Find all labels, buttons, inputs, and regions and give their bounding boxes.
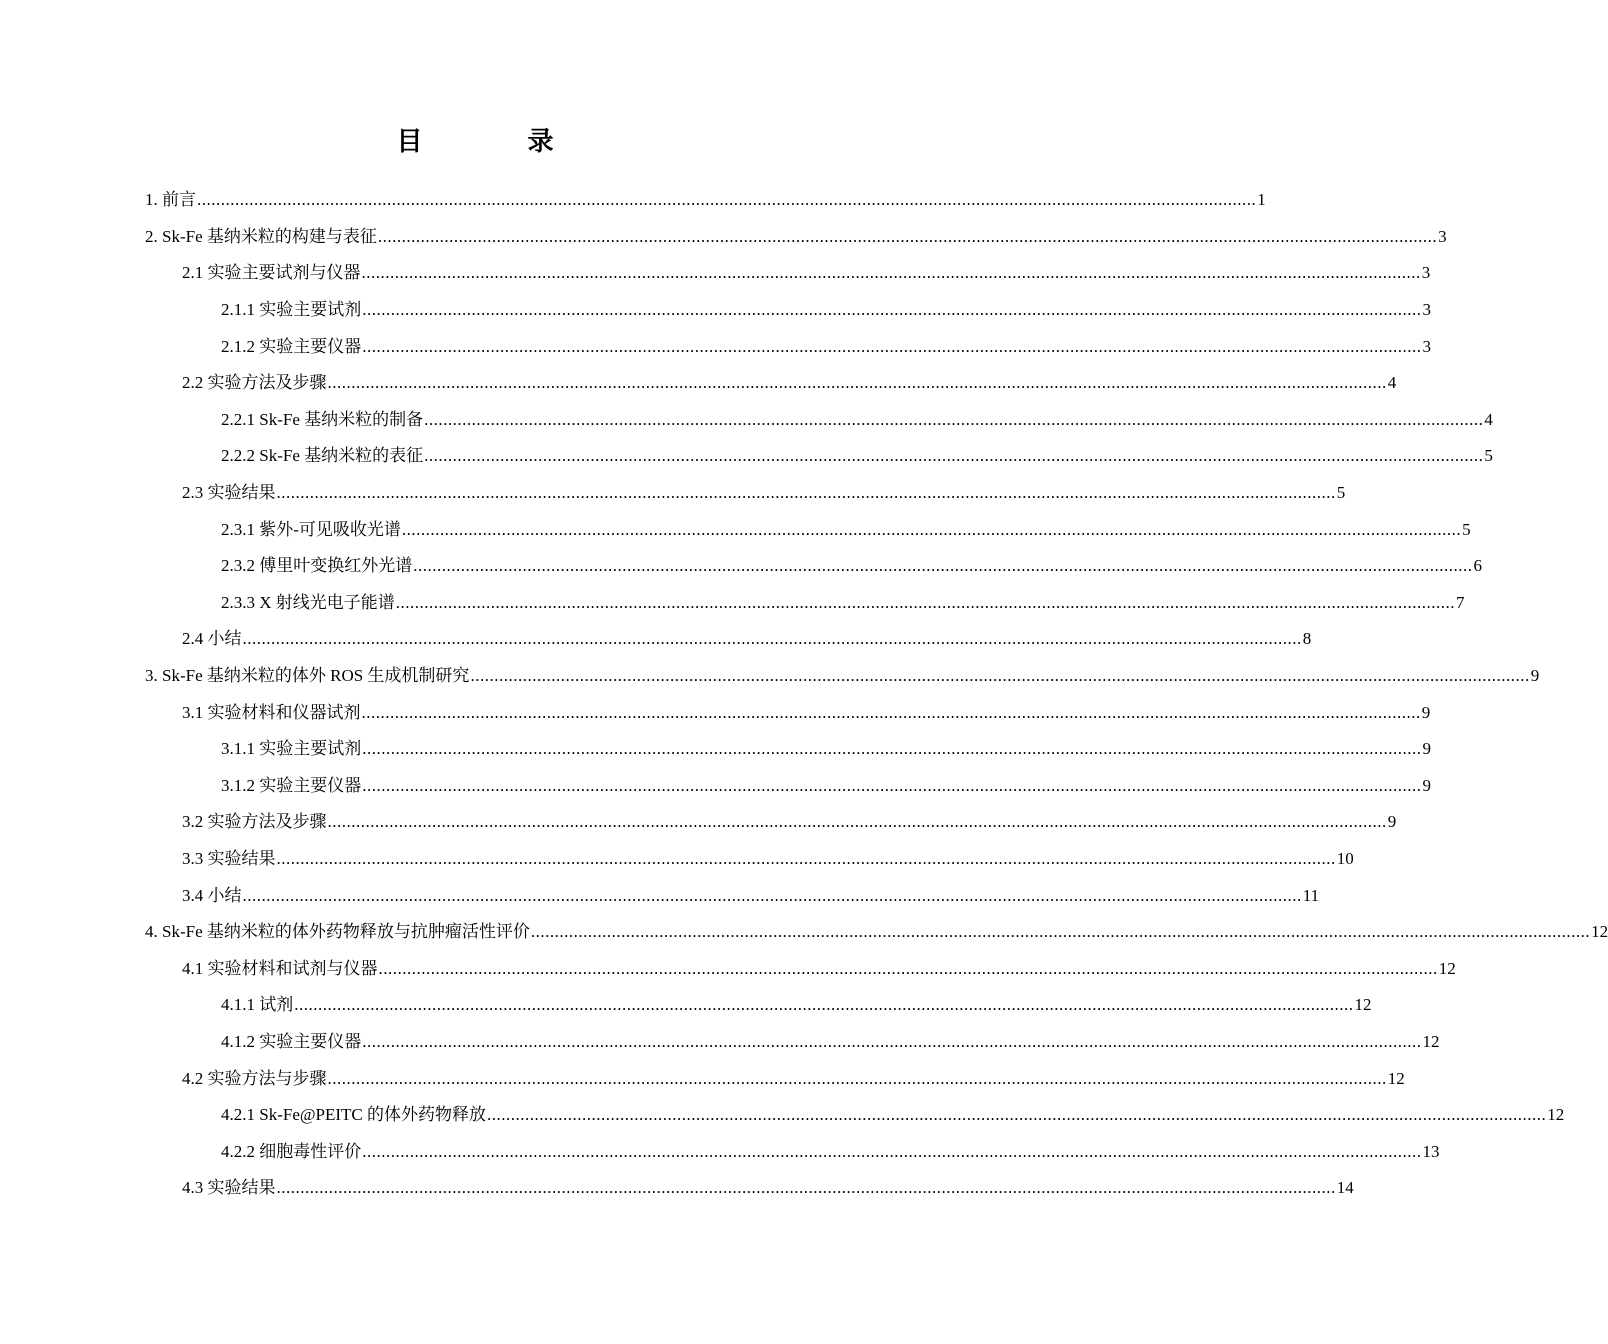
toc-entry[interactable] <box>0 365 1397 402</box>
toc-entry-text: 2.3.1 紫外-可见吸收光谱 <box>221 519 401 539</box>
toc-page-number: 4 <box>1387 373 1397 393</box>
toc-entry-text: 3.3 实验结果 <box>182 848 276 868</box>
toc-page-number: 12 <box>1547 1105 1565 1125</box>
toc-entry[interactable] <box>0 219 1447 256</box>
toc-entry-text: 1. 前言 <box>145 190 196 210</box>
toc-page-number: 9 <box>1422 775 1431 795</box>
toc-entry[interactable] <box>0 950 1456 987</box>
toc-entry[interactable] <box>0 768 1431 805</box>
toc-entry[interactable] <box>0 914 1608 951</box>
toc-dot-leader: ............................................................................................................................................................................................................................... <box>378 958 1438 978</box>
toc-entry[interactable] <box>0 1097 1565 1134</box>
toc-entry-text: 3.1.1 实验主要试剂 <box>221 739 362 759</box>
toc-entry[interactable] <box>0 804 1397 841</box>
toc-dot-leader: ............................................................................................................................................................................................................................... <box>424 446 1484 466</box>
toc-entry[interactable] <box>0 292 1431 329</box>
toc-dot-leader: ............................................................................................................................................................................................................................... <box>401 519 1462 539</box>
toc-entry[interactable] <box>0 255 1431 292</box>
toc-entry-text: 3.2 实验方法及步骤 <box>182 812 327 832</box>
toc-entry[interactable] <box>0 438 1493 475</box>
toc-entry[interactable] <box>0 475 1346 512</box>
toc-entry-text: 3.1.2 实验主要仪器 <box>221 775 362 795</box>
toc-entry-text: 4.1.1 试剂 <box>221 995 294 1015</box>
toc-entry-text: 3. Sk-Fe 基纳米粒的体外 ROS 生成机制研究 <box>145 666 470 686</box>
toc-page-number: 7 <box>1456 592 1465 612</box>
toc-dot-leader: ............................................................................................................................................................................................................................... <box>242 629 1302 649</box>
toc-dot-leader: ............................................................................................................................................................................................................................... <box>413 556 1473 576</box>
toc-page-number: 9 <box>1422 739 1431 759</box>
toc-entry-text: 3.4 小结 <box>182 885 242 905</box>
toc-entry[interactable] <box>0 511 1471 548</box>
toc-entry[interactable] <box>0 731 1431 768</box>
toc-entry[interactable] <box>0 658 1540 695</box>
toc-entry[interactable] <box>0 987 1372 1024</box>
toc-page-number: 3 <box>1422 336 1431 356</box>
toc-entry-text: 4. Sk-Fe 基纳米粒的体外药物释放与抗肿瘤活性评价 <box>145 922 530 942</box>
toc-page-number: 5 <box>1336 483 1346 503</box>
toc-entry[interactable] <box>0 585 1465 622</box>
toc-entry-text: 4.1.2 实验主要仪器 <box>221 1031 362 1051</box>
toc-dot-leader: ............................................................................................................................................................................................................................... <box>327 373 1387 393</box>
toc-page-number: 14 <box>1336 1178 1354 1198</box>
toc-page-number: 11 <box>1302 885 1320 905</box>
toc-entry[interactable] <box>0 1170 1354 1207</box>
toc-dot-leader: ............................................................................................................................................................................................................................... <box>530 922 1591 942</box>
toc-page-number: 13 <box>1422 1141 1440 1161</box>
toc-page-number: 4 <box>1484 409 1493 429</box>
toc-page-number: 9 <box>1530 666 1540 686</box>
toc-page-number: 1 <box>1257 190 1266 210</box>
toc-dot-leader: ............................................................................................................................................................................................................................... <box>361 702 1421 722</box>
toc-entry-text: 2.2.2 Sk-Fe 基纳米粒的表征 <box>221 446 424 466</box>
toc-entry[interactable] <box>0 877 1320 914</box>
toc-dot-leader: ............................................................................................................................................................................................................................... <box>362 1031 1422 1051</box>
toc-page-number: 6 <box>1473 556 1482 576</box>
toc-dot-leader: ............................................................................................................................................................................................................................... <box>424 409 1484 429</box>
toc-dot-leader: ............................................................................................................................................................................................................................... <box>362 1141 1422 1161</box>
toc-page-number: 12 <box>1422 1031 1440 1051</box>
toc-dot-leader: ............................................................................................................................................................................................................................... <box>327 1068 1387 1088</box>
toc-title: 目 录 <box>396 127 602 157</box>
toc-entry[interactable] <box>0 182 1266 219</box>
toc-page-number: 8 <box>1302 629 1312 649</box>
toc-entry-text: 2.2.1 Sk-Fe 基纳米粒的制备 <box>221 409 424 429</box>
toc-dot-leader: ............................................................................................................................................................................................................................... <box>470 666 1530 686</box>
toc-page-number: 10 <box>1336 848 1354 868</box>
toc-entry-text: 4.1 实验材料和试剂与仪器 <box>182 958 378 978</box>
toc-page-number: 5 <box>1462 519 1471 539</box>
toc-page-number: 9 <box>1387 812 1397 832</box>
toc-entry-text: 4.2 实验方法与步骤 <box>182 1068 327 1088</box>
toc-dot-leader: ............................................................................................................................................................................................................................... <box>362 336 1422 356</box>
toc-entry-text: 2.1.1 实验主要试剂 <box>221 300 362 320</box>
toc-dot-leader: ............................................................................................................................................................................................................................... <box>362 300 1422 320</box>
toc-entry-text: 2.3 实验结果 <box>182 483 276 503</box>
toc-dot-leader: ............................................................................................................................................................................................................................... <box>294 995 1354 1015</box>
toc-dot-leader: ............................................................................................................................................................................................................................... <box>276 848 1336 868</box>
toc-entry-text: 2.2 实验方法及步骤 <box>182 373 327 393</box>
toc-entry-text: 2.4 小结 <box>182 629 242 649</box>
toc-entry-text: 2. Sk-Fe 基纳米粒的构建与表征 <box>145 226 377 246</box>
toc-dot-leader: ............................................................................................................................................................................................................................... <box>362 739 1422 759</box>
toc-entry[interactable] <box>0 1024 1440 1061</box>
toc-dot-leader: ............................................................................................................................................................................................................................... <box>242 885 1302 905</box>
toc-entry[interactable] <box>0 1133 1440 1170</box>
toc-page-number: 3 <box>1438 226 1447 246</box>
toc-page-number: 12 <box>1354 995 1372 1015</box>
toc-entry[interactable] <box>0 402 1493 439</box>
toc-dot-leader: ............................................................................................................................................................................................................................... <box>276 483 1336 503</box>
toc-page-number: 3 <box>1421 263 1431 283</box>
toc-list <box>0 182 1608 1207</box>
toc-entry-text: 2.3.2 傅里叶变换红外光谱 <box>221 556 413 576</box>
toc-dot-leader: ............................................................................................................................................................................................................................... <box>487 1105 1547 1125</box>
toc-entry-text: 4.3 实验结果 <box>182 1178 276 1198</box>
toc-page-number: 5 <box>1484 446 1493 466</box>
toc-dot-leader: ............................................................................................................................................................................................................................... <box>362 775 1422 795</box>
toc-entry-text: 4.2.2 细胞毒性评价 <box>221 1141 362 1161</box>
toc-entry-text: 2.1.2 实验主要仪器 <box>221 336 362 356</box>
toc-entry[interactable] <box>0 621 1312 658</box>
toc-entry-text: 2.1 实验主要试剂与仪器 <box>182 263 361 283</box>
toc-dot-leader: ............................................................................................................................................................................................................................... <box>377 226 1438 246</box>
toc-entry-text: 4.2.1 Sk-Fe@PEITC 的体外药物释放 <box>221 1105 486 1125</box>
toc-page-number: 12 <box>1591 922 1608 942</box>
toc-page-number: 12 <box>1438 958 1456 978</box>
toc-entry[interactable] <box>0 548 1482 585</box>
toc-entry[interactable] <box>0 694 1431 731</box>
toc-dot-leader: ............................................................................................................................................................................................................................... <box>361 263 1421 283</box>
toc-entry-text: 2.3.3 X 射线光电子能谱 <box>221 592 395 612</box>
toc-entry-text: 3.1 实验材料和仪器试剂 <box>182 702 361 722</box>
toc-dot-leader: ............................................................................................................................................................................................................................... <box>276 1178 1336 1198</box>
toc-entry[interactable] <box>0 1060 1405 1097</box>
toc-page-number: 3 <box>1422 300 1431 320</box>
toc-page-number: 12 <box>1387 1068 1405 1088</box>
toc-dot-leader: ............................................................................................................................................................................................................................... <box>327 812 1387 832</box>
toc-dot-leader: ............................................................................................................................................................................................................................... <box>197 190 1257 210</box>
toc-entry[interactable] <box>0 328 1431 365</box>
toc-dot-leader: ............................................................................................................................................................................................................................... <box>395 592 1456 612</box>
toc-page-number: 9 <box>1421 702 1431 722</box>
toc-entry[interactable] <box>0 841 1354 878</box>
